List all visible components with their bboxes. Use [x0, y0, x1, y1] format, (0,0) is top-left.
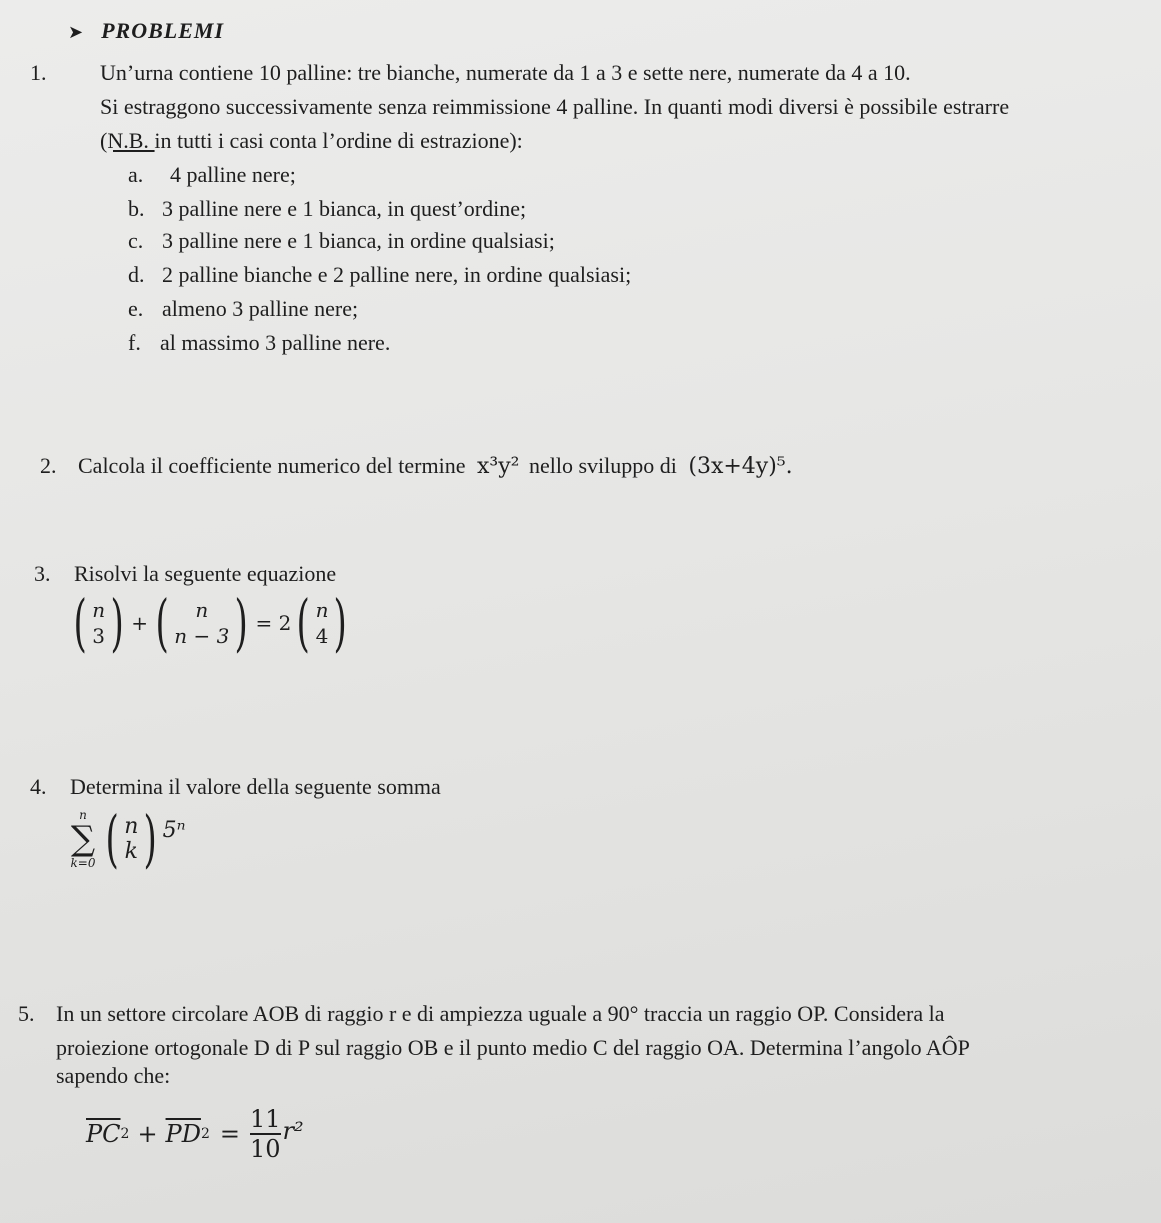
item-label: e.: [128, 296, 144, 321]
summation: n ∑ k=0: [70, 808, 96, 870]
problem-number: 2.: [40, 453, 57, 478]
fraction: $\frac{11}{10}$: [249, 1105, 281, 1163]
term-expression: x³y²: [476, 454, 520, 479]
problem-text: Determina il valore della seguente somma: [70, 774, 441, 799]
equation: [68, 586, 353, 659]
sum-expression: [66, 802, 186, 875]
item-text: 2 palline bianche e 2 palline nere, in ordine qualsiasi;: [162, 262, 632, 287]
sigma-icon: ∑: [70, 819, 96, 859]
problem-text: [78, 453, 793, 479]
problem-text: Risolvi la seguente equazione: [74, 561, 337, 586]
item-label: b.: [128, 196, 145, 221]
item-text: al massimo 3 palline nere.: [160, 330, 391, 355]
item-label: c.: [128, 228, 144, 253]
segment-pd: $\overline{PD}$: [165, 1120, 201, 1148]
problem-number: 1.: [30, 60, 47, 85]
problem-text-line: proiezione ortogonale D di P sul raggio OB e il punto medio C del raggio OA. Determina l’angolo AÔP: [56, 1035, 970, 1060]
binomial-coefficient: ( n 3 ): [73, 586, 124, 659]
power-factor: 5ⁿ: [162, 817, 186, 843]
section-header: [68, 18, 224, 44]
segment-pc: $\overline{PC}$: [86, 1120, 121, 1148]
problem-text-line: In un settore circolare AOB di raggio r e di ampiezza uguale a 90° traccia un raggio OP. Considera la: [56, 1001, 945, 1026]
binomial-coefficient: ( n 4 ): [296, 586, 348, 659]
problem-number: 3.: [34, 561, 51, 586]
radius-squared: r²: [282, 1117, 304, 1145]
problem-text-lead: Calcola il coefficiente numerico del termine: [78, 453, 466, 478]
binomial-expression: (3x+4y)⁵.: [688, 454, 793, 479]
item-text: 3 palline nere e 1 bianca, in quest’ordine;: [162, 196, 527, 221]
condition-formula: $\overline{PC}$ 2 + $\overline{PD}$ 2 = $\frac{11}{10}$ r²: [86, 1105, 304, 1163]
problem-text-mid: nello sviluppo di: [528, 453, 677, 478]
item-label: a.: [128, 162, 144, 187]
problem-text-line: Si estraggono successivamente senza reimmissione 4 palline. In quanti modi diversi è possibile estrarre: [100, 94, 1010, 119]
problem-text-line: sapendo che:: [56, 1063, 171, 1088]
arrow-bullet-icon: ➤: [68, 22, 84, 42]
problem-number: 5.: [18, 1001, 35, 1026]
problem-number: 4.: [30, 774, 47, 799]
section-title: PROBLEMI: [101, 18, 225, 43]
binomial-coefficient: ( n n − 3 ): [155, 586, 249, 659]
item-text: 3 palline nere e 1 bianca, in ordine qualsiasi;: [162, 228, 555, 253]
item-label: d.: [128, 262, 145, 287]
binomial-coefficient: ( n k ): [105, 802, 158, 875]
equals-two: = 2: [255, 611, 292, 635]
item-label: f.: [128, 330, 141, 355]
problem-text-line: Un’urna contiene 10 palline: tre bianche, numerate da 1 a 3 e sette nere, numerate da 4 a 10.: [100, 60, 911, 85]
problem-note: (N.B. in tutti i casi conta l’ordine di estrazione):: [100, 128, 523, 153]
item-text: 4 palline nere;: [170, 162, 296, 187]
plus-sign: +: [131, 611, 149, 635]
item-text: almeno 3 palline nere;: [162, 296, 359, 321]
